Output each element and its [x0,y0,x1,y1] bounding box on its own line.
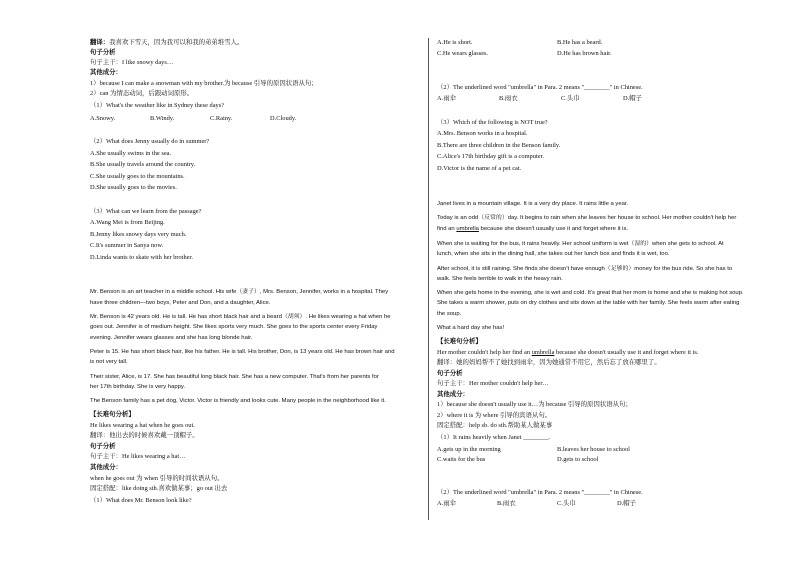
q3-option-b[interactable]: B.There are three children in the Benson family. [437,142,561,149]
analysis-title: 【长难句分析】 [90,411,135,418]
sentence-main: 句子主干：I like snowy days… [90,59,174,66]
q1-option-c[interactable]: C.Rainy. [210,115,233,122]
passage-line: lunch, when she sits in the dining hall, she takes out her lunch box and finds it is wet, too. [437,251,670,257]
q1-option-b[interactable]: B.He has a beard. [557,39,603,46]
analysis-other: 其他成分： [90,464,122,471]
passage-line: Mr. Benson is an art teacher in a middle school. His wife（妻子）, Mrs. Benson, Jennifer, works in a hospital. They [90,289,389,295]
q2-option-c[interactable]: C.She usually goes to the mountains. [90,173,185,180]
passage-line: Janet lives in a mountain village. It is a very dry place. It rains little a year. [437,201,629,207]
analysis-phrase: 固定搭配：help sb. do sth.帮助某人做某事 [437,422,553,429]
analysis-other: 其他成分： [437,391,469,398]
question-1-stem: （1）It rains heavily when Janet ________. [437,434,551,441]
component-2: 2）can 为情态动词，后跟动词原形。 [90,90,194,97]
q1-option-d[interactable]: D.gets to school [557,456,599,463]
passage-line: Peter is 15. He has short black hair, like his father. He is tall. His brother, Don, is 13 years old. He has brown hair and [90,349,395,355]
question-1-stem: （1）What's the weather like in Sydney these days? [90,102,225,109]
other-components-heading: 其他成分： [90,69,122,76]
right-column [437,0,794,562]
passage-line: goes out. Jennifer is of medium height. She likes sports very much. She goes to the sports center every Friday [90,324,378,330]
q1-option-b[interactable]: B.Windy. [150,115,175,122]
question-2-stem: （2）The underlined word "umbrella" in Para. 2 means "________" in Chinese. [437,84,643,91]
question-3-stem: （3）Which of the following is NOT true? [437,119,548,126]
passage-line: the soup. [437,311,462,317]
q2-option-a[interactable]: A.雨伞 [437,95,456,102]
passage-line: When she is waiting for the bus, it rains heavily. Her school uniform is wet（湿的）when she gets to school. At [437,241,724,247]
question-2-stem: （2）The underlined word "umbrella" in Para. 2 means "________" in Chinese. [437,489,643,496]
q2-option-b[interactable]: B.She usually travels around the country. [90,161,196,168]
analysis-clause-1: 1）because she doesn't usually use it…为 because 引导的原因状语从句； [437,401,632,408]
q3-option-c[interactable]: C.Alice's 17th birthday gift is a computer. [437,153,544,160]
passage-line: When she gets home in the evening, she is wet and cold. It's great that her mom is home and she is making hot soup. [437,290,744,296]
underlined-word: umbrella [456,226,479,232]
q1-option-c[interactable]: C.waits for the bus [437,456,486,463]
analysis-heading: 句子分析 [437,370,463,377]
translation-label: 翻译： [90,39,110,46]
translation-text: 我喜欢下雪天，因为我可以和我的弟弟堆雪人。 [109,39,244,46]
passage-line: find an umbrella because she doesn't usually use it and forget where it is. [437,226,629,232]
analysis-translation: 翻译：他出去的时候喜欢戴一顶帽子。 [90,432,199,439]
analysis-title: 【长难句分析】 [437,338,482,345]
analysis-sentence: He likes wearing a hat when he goes out. [90,422,195,429]
q3-option-d[interactable]: D.Victor is the name of a pet cat. [437,165,522,172]
q1-option-d[interactable]: D.He has brown hair. [557,50,612,57]
q1-option-b[interactable]: B.leaves her house to school [557,446,630,453]
question-2-stem: （2）What does Jenny usually do in summer? [90,138,210,145]
passage-line: walk. She feels terrible to walk in the heavy rain. [437,276,563,282]
q1-option-a[interactable]: A.gets up in the morning [437,446,501,453]
q3-option-a[interactable]: A.Wang Mei is from Beijing. [90,219,165,226]
passage-line: The Benson family has a pet dog, Victor. Victor is friendly and looks cute. Many people in the neighborhood like it. [90,398,386,404]
passage-line: After school, it is still raining. She finds she doesn't have enough（足够的）money for the bus ride. So she has to [437,266,733,272]
q1-option-a[interactable]: A.He is short. [437,39,473,46]
translation-line [90,39,243,47]
passage-line: evening. Jennifer wears glasses and she has long blonde hair. [90,335,253,341]
left-column [90,0,420,562]
passage-line: have three children—two boys, Peter and Don, and a daughter, Alice. [90,300,271,306]
analysis-heading: 句子分析 [90,443,116,450]
sentence-analysis-heading: 句子分析 [90,49,116,56]
analysis-clause-2: 2）where it is 为 where 引导的宾语从句。 [437,412,552,419]
q3-option-d[interactable]: D.Linda wants to skate with her brother. [90,254,193,261]
q1-option-d[interactable]: D.Cloudy. [270,115,297,122]
question-1-stem: （1）What does Mr. Benson look like? [90,497,192,504]
q2-option-b[interactable]: B.雨衣 [497,500,516,507]
q3-option-b[interactable]: B.Jenny likes snowy days very much. [90,231,187,238]
analysis-main: 句子主干：He likes wearing a hat… [90,453,186,460]
q1-option-c[interactable]: C.He wears glasses. [437,50,489,57]
q2-option-c[interactable]: C.头巾 [557,500,576,507]
q2-option-d[interactable]: D.She usually goes to the movies. [90,184,177,191]
component-1: 1）because I can make a snowman with my brother.为 because 引导的原因状语从句； [90,80,318,87]
column-divider [428,38,429,520]
analysis-main: 句子主干：Her mother couldn't help her… [437,380,549,387]
q2-option-c[interactable]: C.头巾 [561,95,580,102]
passage-line: She takes a warm shower, puts on dry clothes and sits down at the table with her family. She feels warm after eating [437,300,740,306]
passage-line: What a hard day she has! [437,325,505,331]
passage-line: Mr. Benson is 42 years old. He is tall. He has short black hair and a beard（胡须）. He likes wearing a hat when he [90,314,391,320]
q2-option-d[interactable]: D.帽子 [617,500,636,507]
underlined-word: umbrella [531,349,555,356]
question-3-stem: （3）What can we learn from the passage? [90,208,202,215]
passage-line: her 17th birthday. She is very happy. [90,384,186,390]
analysis-sentence: Her mother couldn't help her find an umbrella because she doesn't usually use it and forget where it is. [437,349,699,356]
analysis-translation: 翻译：她的妈妈帮不了她找到雨伞，因为她通常不用它，然后忘了放在哪里了。 [437,359,661,366]
q1-option-a[interactable]: A.Snowy. [90,115,116,122]
q2-option-d[interactable]: D.帽子 [623,95,642,102]
q2-option-a[interactable]: A.She usually swims in the sea. [90,150,172,157]
passage-line: is not very tall. [90,359,128,365]
q2-option-a[interactable]: A.雨伞 [437,500,456,507]
passage-line: Today is an odd（反常的）day. It begins to rain when she leaves her house to school. Her mother couldn't help her [437,215,737,221]
q2-option-b[interactable]: B.雨衣 [499,95,518,102]
q3-option-a[interactable]: A.Mrs. Benson works in a hospital. [437,130,528,137]
passage-line: Their sister, Alice, is 17. She has beautiful long black hair. She has a new computer. That's from her parents for [90,374,379,380]
q3-option-c[interactable]: C.It's summer in Sanya now. [90,242,164,249]
analysis-when-clause: when he goes out 为 when 引导的时间状语从句。 [90,475,224,482]
analysis-phrase: 固定搭配：like doing sth.喜欢做某事；go out 出去 [90,485,228,492]
